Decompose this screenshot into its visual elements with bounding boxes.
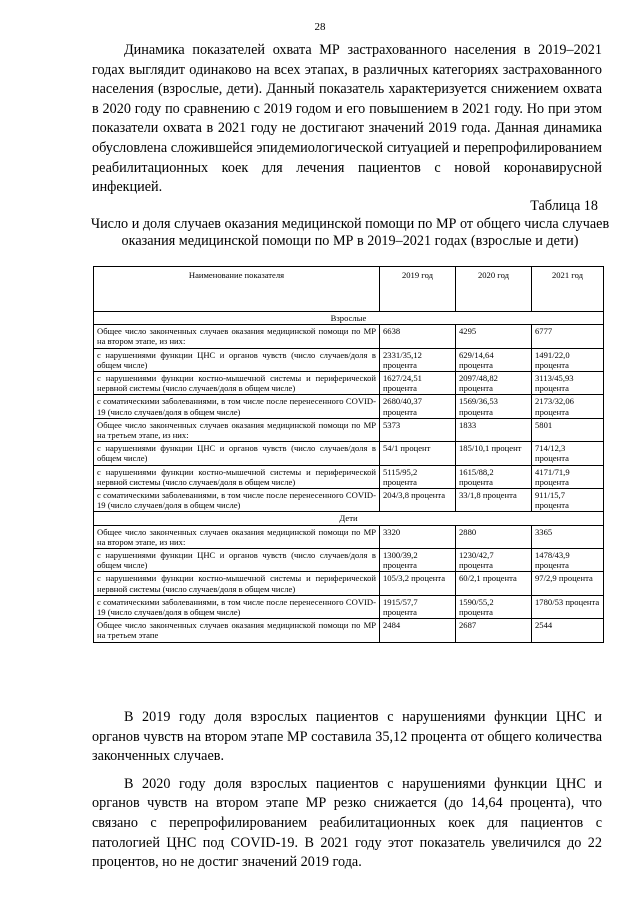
- data-table: [93, 266, 604, 643]
- value-cell: 629/14,64 процента: [456, 348, 532, 371]
- value-cell: 60/2,1 процента: [456, 572, 532, 595]
- table-row: [94, 348, 604, 371]
- table-label: Таблица 18: [530, 198, 598, 214]
- value-cell: 1627/24,51 процента: [380, 372, 456, 395]
- table-header-row: [94, 267, 604, 312]
- section-row: [94, 512, 604, 525]
- indicator-cell: Общее число законченных случаев оказания медицинской помощи по МР на втором этапе, из них:: [94, 325, 380, 348]
- value-cell: 1478/43,9 процента: [532, 549, 604, 572]
- value-cell: 6638: [380, 325, 456, 348]
- value-cell: 911/15,7 процента: [532, 489, 604, 512]
- indicator-cell: с нарушениями функции костно-мышечной системы и периферической нервной системы (число случаев/доля в общем числе): [94, 465, 380, 488]
- value-cell: 2687: [456, 619, 532, 642]
- indicator-cell: Общее число законченных случаев оказания медицинской помощи по МР на третьем этапе: [94, 619, 380, 642]
- table-row: [94, 572, 604, 595]
- intro-paragraph: [92, 41, 602, 198]
- value-cell: 3320: [380, 525, 456, 548]
- table-row: [94, 549, 604, 572]
- table-title: Число и доля случаев оказания медицинской помощи по МР от общего числа случаев оказания медицинской помощи по МР в 2019–2021 годах (взрослые и дети): [90, 216, 610, 249]
- value-cell: 97/2,9 процента: [532, 572, 604, 595]
- section-title: Дети: [94, 512, 604, 525]
- indicator-cell: Общее число законченных случаев оказания медицинской помощи по МР на втором этапе, из них:: [94, 525, 380, 548]
- table-row: [94, 489, 604, 512]
- value-cell: 2544: [532, 619, 604, 642]
- header-2019: 2019 год: [380, 267, 456, 312]
- value-cell: 1300/39,2 процента: [380, 549, 456, 572]
- value-cell: 5801: [532, 418, 604, 441]
- table-row: [94, 595, 604, 618]
- value-cell: 5115/95,2 процента: [380, 465, 456, 488]
- value-cell: 2173/32,06 процента: [532, 395, 604, 418]
- table-row: [94, 372, 604, 395]
- section-row: [94, 312, 604, 325]
- intro-text: Динамика показателей охвата МР застрахованного населения в 2019–2021 годах выглядит одинаково на всех этапах, в различных категориях застрахованного населения (взрослые, дети). Данный показатель характеризуется снижением охвата в 2020 году по сравнению с 2019 годом и его повышением в 2021 году. Но при этом показатели охвата в 2021 году не достигают значений 2019 года. Данная динамика обусловлена сложившейся эпидемиологической ситуацией и перепрофилированием реабилитационных коек для лечения пациентов с новой коронавирусной инфекцией.: [92, 42, 602, 196]
- value-cell: 2097/48,82 процента: [456, 372, 532, 395]
- header-2021: 2021 год: [532, 267, 604, 312]
- table-row: [94, 465, 604, 488]
- indicator-cell: с нарушениями функции ЦНС и органов чувств (число случаев/доля в общем числе): [94, 348, 380, 371]
- table-row: [94, 325, 604, 348]
- indicator-cell: с нарушениями функции костно-мышечной системы и периферической нервной системы (число случаев/доля в общем числе): [94, 372, 380, 395]
- value-cell: 2680/40,37 процента: [380, 395, 456, 418]
- value-cell: 1491/22,0 процента: [532, 348, 604, 371]
- indicator-cell: с соматическими заболеваниями, в том числе после перенесенного COVID-19 (число случаев/доля в общем числе): [94, 595, 380, 618]
- value-cell: 105/3,2 процента: [380, 572, 456, 595]
- table-body: [94, 312, 604, 643]
- after-paragraph: В 2020 году доля взрослых пациентов с нарушениями функции ЦНС и органов чувств на втором этапе МР резко снижается (до 14,64 процента), что связано с перепрофилированием реабилитационных коек для пациентов с патологией ЦНС под COVID-19. В 2021 году этот показатель увеличился до 22 процентов, но не достиг значений 2019 года.: [92, 775, 602, 871]
- indicator-cell: с соматическими заболеваниями, в том числе после перенесенного COVID-19 (число случаев/доля в общем числе): [94, 489, 380, 512]
- value-cell: 1780/53 процента: [532, 595, 604, 618]
- value-cell: 1230/42,7 процента: [456, 549, 532, 572]
- after-paragraph: В 2019 году доля взрослых пациентов с нарушениями функции ЦНС и органов чувств на втором этапе МР составила 35,12 процента от общего количества законченных случаев.: [92, 709, 602, 765]
- value-cell: 2331/35,12 процента: [380, 348, 456, 371]
- indicator-cell: с нарушениями функции ЦНС и органов чувств (число случаев/доля в общем числе): [94, 549, 380, 572]
- value-cell: 6777: [532, 325, 604, 348]
- indicator-cell: Общее число законченных случаев оказания медицинской помощи по МР на третьем этапе, из них:: [94, 418, 380, 441]
- page-number: 28: [314, 21, 326, 33]
- value-cell: 4171/71,9 процента: [532, 465, 604, 488]
- table-row: [94, 619, 604, 642]
- header-indicator: Наименование показателя: [94, 267, 380, 312]
- value-cell: 3365: [532, 525, 604, 548]
- value-cell: 1833: [456, 418, 532, 441]
- value-cell: 714/12,3 процента: [532, 442, 604, 465]
- value-cell: 1915/57,7 процента: [380, 595, 456, 618]
- table-row: [94, 418, 604, 441]
- value-cell: 2484: [380, 619, 456, 642]
- value-cell: 33/1,8 процента: [456, 489, 532, 512]
- value-cell: 4295: [456, 325, 532, 348]
- table-row: [94, 395, 604, 418]
- value-cell: 185/10,1 процент: [456, 442, 532, 465]
- value-cell: 54/1 процент: [380, 442, 456, 465]
- table-row: [94, 442, 604, 465]
- value-cell: 2880: [456, 525, 532, 548]
- value-cell: 204/3,8 процента: [380, 489, 456, 512]
- after-text: [92, 708, 602, 881]
- value-cell: 3113/45,93 процента: [532, 372, 604, 395]
- header-2020: 2020 год: [456, 267, 532, 312]
- indicator-cell: с соматическими заболеваниями, в том числе после перенесенного COVID-19 (число случаев/доля в общем числе): [94, 395, 380, 418]
- section-title: Взрослые: [94, 312, 604, 325]
- value-cell: 5373: [380, 418, 456, 441]
- value-cell: 1590/55,2 процента: [456, 595, 532, 618]
- value-cell: 1569/36,53 процента: [456, 395, 532, 418]
- table-row: [94, 525, 604, 548]
- indicator-cell: с нарушениями функции костно-мышечной системы и периферической нервной системы (число случаев/доля в общем числе): [94, 572, 380, 595]
- value-cell: 1615/88,2 процента: [456, 465, 532, 488]
- indicator-cell: с нарушениями функции ЦНС и органов чувств (число случаев/доля в общем числе): [94, 442, 380, 465]
